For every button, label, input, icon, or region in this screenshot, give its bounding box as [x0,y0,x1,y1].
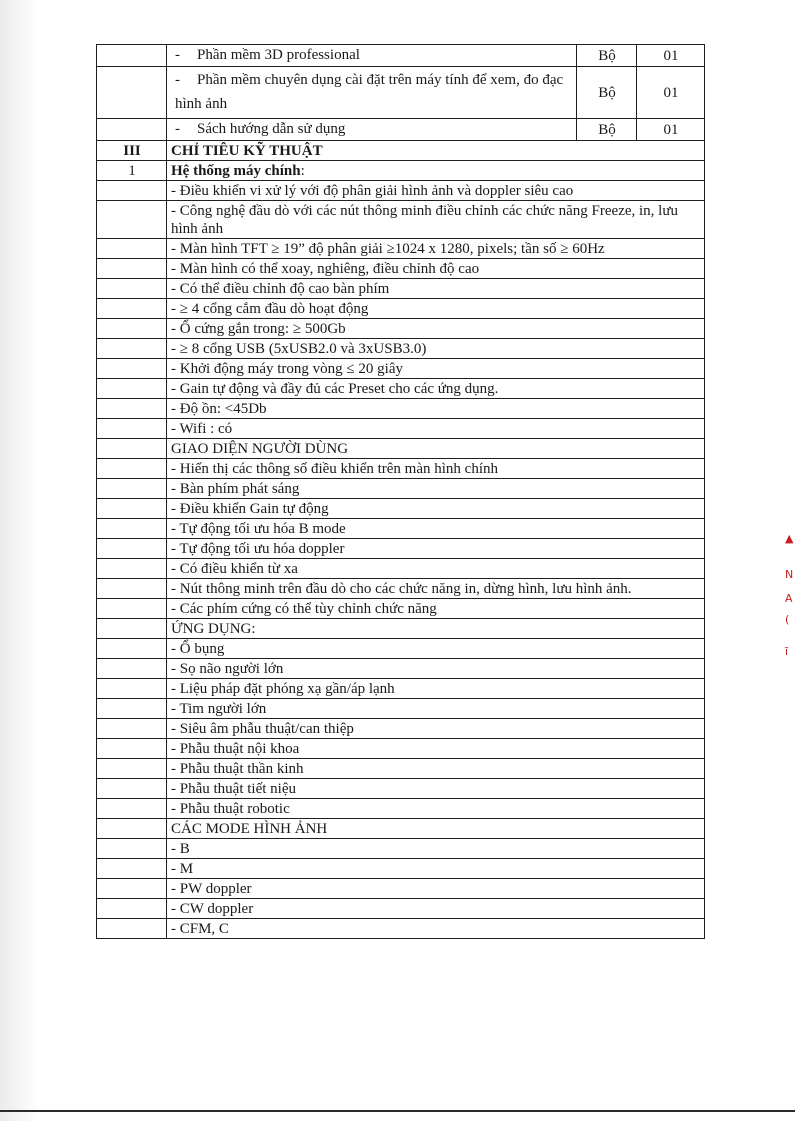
spec-index-cell [97,759,167,779]
equipment-name: Phần mềm 3D professional [197,47,360,63]
spec-line: - Các phím cứng có thể tùy chỉnh chức năng [167,599,705,619]
spec-row [97,579,705,599]
spec-row [97,839,705,859]
spec-row [97,759,705,779]
spec-table [96,44,705,939]
equipment-name-cell: - Phần mềm 3D professional [167,45,577,67]
spec-row [97,659,705,679]
spec-row [97,239,705,259]
spec-line: - Màn hình TFT ≥ 19” độ phân giải ≥1024 x 1280, pixels; tần số ≥ 60Hz [167,239,705,259]
spec-row [97,479,705,499]
margin-stamp-fragment: ▲ [785,532,794,545]
spec-row [97,859,705,879]
spec-line: - Nút thông minh trên đầu dò cho các chức năng in, dừng hình, lưu hình ảnh. [167,579,705,599]
spec-line: - Siêu âm phẫu thuật/can thiệp [167,719,705,739]
spec-index-cell [97,859,167,879]
spec-row [97,181,705,201]
spec-row [97,519,705,539]
spec-index-cell [97,779,167,799]
spec-line: - Độ ồn: <45Db [167,399,705,419]
spec-line: - Phẫu thuật thần kinh [167,759,705,779]
spec-index-cell [97,799,167,819]
spec-line: - Phẫu thuật robotic [167,799,705,819]
spec-index-cell [97,619,167,639]
equipment-name-cell: - Sách hướng dẫn sử dụng [167,119,577,141]
spec-index-cell [97,899,167,919]
spec-row [97,499,705,519]
spec-index-cell [97,719,167,739]
spec-index-cell [97,639,167,659]
spec-line: - CFM, C [167,919,705,939]
spec-line: - Phẫu thuật nội khoa [167,739,705,759]
row-index-cell [97,119,167,141]
spec-row [97,799,705,819]
spec-line: - Liệu pháp đặt phóng xạ gần/áp lạnh [167,679,705,699]
spec-index-cell [97,519,167,539]
spec-row [97,339,705,359]
spec-index-cell [97,479,167,499]
spec-row [97,539,705,559]
spec-line: - Tự động tối ưu hóa doppler [167,539,705,559]
spec-row [97,359,705,379]
spec-index-cell [97,539,167,559]
spec-line: - Có thể điều chỉnh độ cao bàn phím [167,279,705,299]
spec-line: CÁC MODE HÌNH ẢNH [167,819,705,839]
subsection-number: 1 [97,161,167,181]
margin-stamp-fragment: ( [785,613,790,626]
spec-line: - PW doppler [167,879,705,899]
spec-index-cell [97,679,167,699]
spec-row [97,599,705,619]
spec-row [97,779,705,799]
spec-index-cell [97,579,167,599]
spec-index-cell [97,339,167,359]
spec-row [97,459,705,479]
spec-line: - Tim người lớn [167,699,705,719]
page-bottom-rule [0,1110,795,1112]
spec-index-cell [97,839,167,859]
equipment-name: Phần mềm chuyên dụng cài đặt trên máy tính để xem, đo đạc hình ảnh [175,72,564,112]
subsection-row [97,161,705,181]
spec-row [97,739,705,759]
spec-line: ỨNG DỤNG: [167,619,705,639]
spec-row [97,299,705,319]
spec-line: - M [167,859,705,879]
equipment-unit: Bộ [577,45,637,67]
spec-line: - Gain tự động và đầy đủ các Preset cho các ứng dụng. [167,379,705,399]
section-row [97,141,705,161]
spec-index-cell [97,699,167,719]
spec-line: - Có điều khiển từ xa [167,559,705,579]
spec-index-cell [97,379,167,399]
spec-line: - ≥ 8 cổng USB (5xUSB2.0 và 3xUSB3.0) [167,339,705,359]
equipment-row [97,119,705,141]
subsection-title-suffix: : [300,163,305,179]
spec-row [97,439,705,459]
section-number: III [97,141,167,161]
spec-index-cell [97,279,167,299]
spec-row [97,819,705,839]
spec-row [97,379,705,399]
spec-row [97,639,705,659]
equipment-unit: Bộ [577,67,637,119]
equipment-qty: 01 [637,45,705,67]
spec-index-cell [97,559,167,579]
spec-row [97,679,705,699]
spec-index-cell [97,359,167,379]
spec-line: - Sọ não người lớn [167,659,705,679]
spec-line: - Phẫu thuật tiết niệu [167,779,705,799]
spec-line: - Ổ bụng [167,639,705,659]
spec-line: GIAO DIỆN NGƯỜI DÙNG [167,439,705,459]
spec-row [97,419,705,439]
spec-line: - Màn hình có thể xoay, nghiêng, điều chỉnh độ cao [167,259,705,279]
spec-index-cell [97,181,167,201]
spec-index-cell [97,201,167,239]
spec-line: - Bàn phím phát sáng [167,479,705,499]
spec-line: - Ổ cứng gắn trong: ≥ 500Gb [167,319,705,339]
spec-index-cell [97,459,167,479]
equipment-qty: 01 [637,119,705,141]
scan-shadow [0,0,40,1121]
specification-document [96,44,704,939]
spec-index-cell [97,439,167,459]
spec-index-cell [97,319,167,339]
spec-index-cell [97,419,167,439]
spec-row [97,399,705,419]
spec-line: - Hiển thị các thông số điều khiển trên màn hình chính [167,459,705,479]
margin-stamp-fragment: ĩ [785,645,789,658]
spec-row [97,919,705,939]
spec-index-cell [97,399,167,419]
spec-index-cell [97,739,167,759]
spec-row [97,719,705,739]
spec-row [97,201,705,239]
spec-row [97,319,705,339]
equipment-name: Sách hướng dẫn sử dụng [197,121,346,137]
spec-line: - Wifi : có [167,419,705,439]
spec-index-cell [97,879,167,899]
row-index-cell [97,45,167,67]
spec-index-cell [97,239,167,259]
spec-index-cell [97,299,167,319]
spec-index-cell [97,499,167,519]
row-index-cell [97,67,167,119]
spec-line: - B [167,839,705,859]
spec-index-cell [97,659,167,679]
spec-line: - Công nghệ đầu dò với các nút thông minh điều chỉnh các chức năng Freeze, in, lưu hình ảnh [167,201,705,239]
spec-line: - CW doppler [167,899,705,919]
spec-line: - Tự động tối ưu hóa B mode [167,519,705,539]
equipment-qty: 01 [637,67,705,119]
equipment-row [97,67,705,119]
spec-line: - Khởi động máy trong vòng ≤ 20 giây [167,359,705,379]
equipment-unit: Bộ [577,119,637,141]
spec-row [97,559,705,579]
spec-row [97,279,705,299]
section-title: CHỈ TIÊU KỸ THUẬT [167,141,705,161]
spec-index-cell [97,919,167,939]
spec-line: - Điều khiển vi xử lý với độ phân giải hình ảnh và doppler siêu cao [167,181,705,201]
spec-row [97,899,705,919]
spec-index-cell [97,259,167,279]
equipment-name-cell: - Phần mềm chuyên dụng cài đặt trên máy tính để xem, đo đạc hình ảnh [167,67,577,119]
subsection-title-cell [167,161,705,181]
spec-row [97,699,705,719]
spec-line: - Điều khiển Gain tự động [167,499,705,519]
equipment-row [97,45,705,67]
subsection-title: Hệ thống máy chính [171,163,301,179]
spec-row [97,879,705,899]
spec-index-cell [97,599,167,619]
spec-index-cell [97,819,167,839]
spec-row [97,259,705,279]
margin-stamp-fragment: N [785,568,794,581]
spec-line: - ≥ 4 cổng cắm đầu dò hoạt động [167,299,705,319]
spec-row [97,619,705,639]
margin-stamp-fragment: A [785,592,793,605]
